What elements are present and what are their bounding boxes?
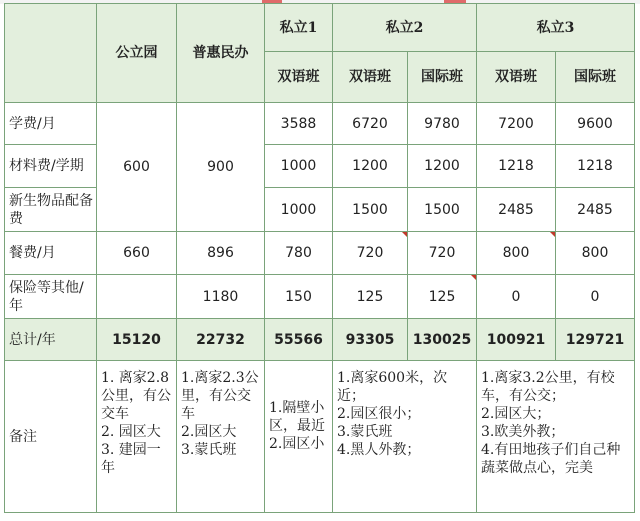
corner-cell bbox=[5, 4, 97, 103]
note-line: 3.欧美外教； bbox=[481, 424, 565, 440]
table-row bbox=[5, 103, 635, 145]
cell-value: 1218 bbox=[556, 145, 635, 188]
cell-value: 1200 bbox=[408, 145, 477, 188]
cell-empty bbox=[97, 275, 177, 319]
fee-comparison-table bbox=[4, 3, 635, 513]
note-public bbox=[97, 361, 177, 513]
cell-total: 22732 bbox=[177, 319, 265, 361]
cell-value: 3588 bbox=[265, 103, 333, 145]
cell-total: 100921 bbox=[477, 319, 556, 361]
header-p3-international: 国际班 bbox=[556, 52, 635, 103]
note-private1 bbox=[265, 361, 333, 513]
note-puhui bbox=[177, 361, 265, 513]
row-label-meal: 餐费/月 bbox=[5, 232, 97, 275]
cell-value: 780 bbox=[265, 232, 333, 275]
header-p2-bilingual: 双语班 bbox=[333, 52, 408, 103]
cell-value: 150 bbox=[265, 275, 333, 319]
table-row bbox=[5, 275, 635, 319]
cell-value: 720 bbox=[408, 232, 477, 275]
note-private2 bbox=[333, 361, 477, 513]
note-line: 3.蒙氏班 bbox=[181, 442, 237, 458]
note-private3 bbox=[477, 361, 635, 513]
note-line: 1.离家2.3公里，有公交车 bbox=[181, 370, 259, 422]
note-line: 2.园区很小； bbox=[337, 406, 421, 422]
cell-value: 800 bbox=[556, 232, 635, 275]
note-line: 4.黑人外教； bbox=[337, 442, 421, 458]
header-p1-bilingual: 双语班 bbox=[265, 52, 333, 103]
cell-value: 6720 bbox=[333, 103, 408, 145]
header-p2-international: 国际班 bbox=[408, 52, 477, 103]
row-label-material: 材料费/学期 bbox=[5, 145, 97, 188]
cell-total: 55566 bbox=[265, 319, 333, 361]
cell-value: 1500 bbox=[408, 188, 477, 232]
cell-value: 125 bbox=[408, 275, 477, 319]
note-line: 1.离家3.2公里，有校车，有公交； bbox=[481, 370, 615, 404]
note-line: 2.园区小 bbox=[269, 436, 325, 452]
note-line: 1.隔壁小区，最近 bbox=[269, 400, 325, 434]
header-private3: 私立3 bbox=[477, 4, 635, 52]
cell-value: 1500 bbox=[333, 188, 408, 232]
cell-value: 9780 bbox=[408, 103, 477, 145]
cell-value: 2485 bbox=[477, 188, 556, 232]
cell-value: 800 bbox=[477, 232, 556, 275]
cell-puhui-material: 900 bbox=[177, 103, 265, 232]
row-label-notes: 备注 bbox=[5, 361, 97, 513]
cell-value: 1200 bbox=[333, 145, 408, 188]
row-label-total: 总计/年 bbox=[5, 319, 97, 361]
cell-value: 125 bbox=[333, 275, 408, 319]
note-line: 1. 离家2.8公里，有公交车 bbox=[101, 370, 171, 422]
table-row bbox=[5, 232, 635, 275]
cell-value: 1000 bbox=[265, 188, 333, 232]
cell-public-material: 600 bbox=[97, 103, 177, 232]
cell-total: 130025 bbox=[408, 319, 477, 361]
cell-value: 896 bbox=[177, 232, 265, 275]
cell-total: 93305 bbox=[333, 319, 408, 361]
header-p3-bilingual: 双语班 bbox=[477, 52, 556, 103]
note-line: 3. 建园一年 bbox=[101, 442, 161, 476]
note-line: 3.蒙氏班 bbox=[337, 424, 393, 440]
table-row-total bbox=[5, 319, 635, 361]
note-line: 2.园区大 bbox=[181, 424, 237, 440]
cell-value: 1000 bbox=[265, 145, 333, 188]
cell-value: 2485 bbox=[556, 188, 635, 232]
row-label-insurance: 保险等其他/年 bbox=[5, 275, 97, 319]
cell-value: 1180 bbox=[177, 275, 265, 319]
cell-value: 0 bbox=[556, 275, 635, 319]
note-line: 2.园区大； bbox=[481, 406, 551, 422]
cell-total: 129721 bbox=[556, 319, 635, 361]
cell-value: 0 bbox=[477, 275, 556, 319]
cell-value: 1218 bbox=[477, 145, 556, 188]
header-private2: 私立2 bbox=[333, 4, 477, 52]
header-public: 公立园 bbox=[97, 4, 177, 103]
table-row-notes bbox=[5, 361, 635, 513]
row-label-supplies: 新生物品配备费 bbox=[5, 188, 97, 232]
cell-value: 9600 bbox=[556, 103, 635, 145]
note-line: 4.有田地孩子们自己种蔬菜做点心，完美 bbox=[481, 442, 621, 476]
cell-total: 15120 bbox=[97, 319, 177, 361]
header-private1: 私立1 bbox=[265, 4, 333, 52]
cell-value: 7200 bbox=[477, 103, 556, 145]
cell-value: 660 bbox=[97, 232, 177, 275]
row-label-tuition: 学费/月 bbox=[5, 103, 97, 145]
note-line: 2. 园区大 bbox=[101, 424, 161, 440]
cell-value: 720 bbox=[333, 232, 408, 275]
note-line: 1.离家600米，次近； bbox=[337, 370, 448, 404]
header-puhui: 普惠民办 bbox=[177, 4, 265, 103]
